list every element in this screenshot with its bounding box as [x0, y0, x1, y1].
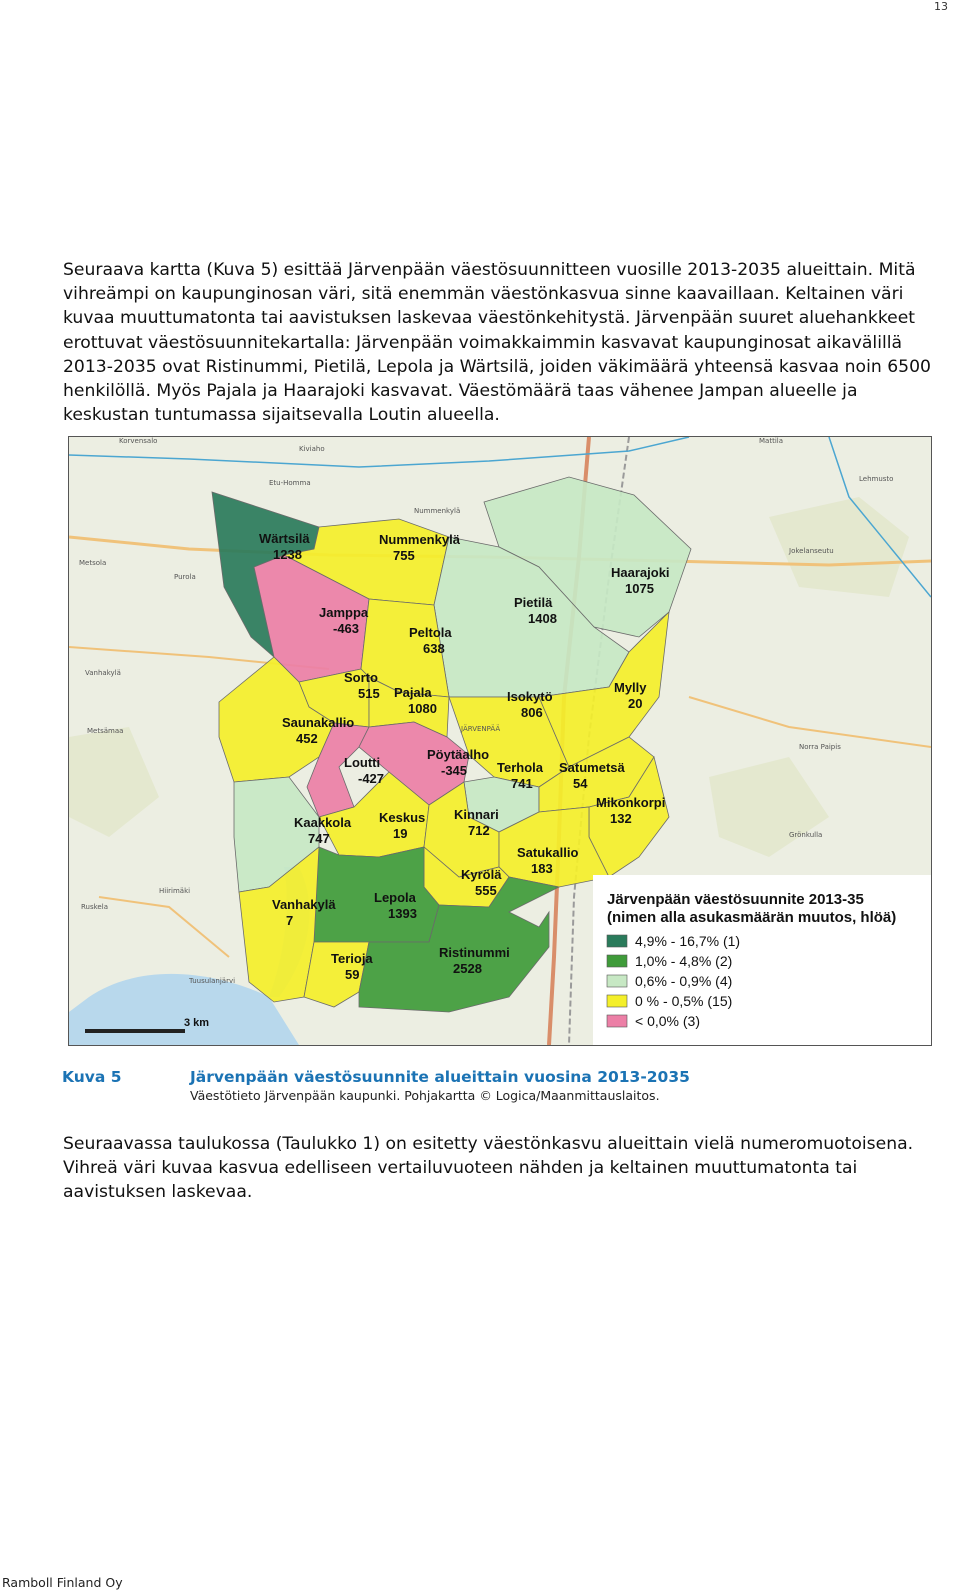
district-name-satukallio: Satukallio — [517, 845, 579, 860]
district-value-ristinummi: 2528 — [453, 961, 482, 976]
district-name-pietila: Pietilä — [514, 595, 553, 610]
district-name-kinnari: Kinnari — [454, 807, 499, 822]
legend-label: 4,9% - 16,7% (1) — [635, 933, 741, 949]
district-value-loutti: -427 — [358, 771, 385, 786]
district-name-haarajoki: Haarajoki — [611, 565, 670, 580]
legend-title-line2: (nimen alla asukasmäärän muutos, hlöä) — [607, 909, 897, 926]
place-name-label: Grönkulla — [789, 831, 823, 839]
place-name-label: Tuusulanjärvi — [189, 977, 236, 985]
place-name-label: Jokelanseutu — [789, 547, 834, 555]
district-name-wartsila: Wärtsilä — [259, 531, 310, 546]
district-value-saunakallio: 452 — [296, 731, 318, 746]
district-value-vanhakyla: 7 — [286, 913, 294, 928]
caption-number: Kuva 5 — [62, 1068, 122, 1086]
place-name-label: Mattila — [759, 437, 783, 445]
legend-swatch — [607, 1015, 627, 1027]
district-value-isokyto: 806 — [521, 705, 543, 720]
district-name-poytaalho: Pöytäalho — [427, 747, 490, 762]
footer-company: Ramboll Finland Oy — [2, 1575, 123, 1590]
district-value-lepola: 1393 — [388, 906, 417, 921]
district-name-terhola: Terhola — [497, 760, 543, 775]
place-name-label: Nummenkylä — [414, 507, 461, 515]
map-canvas — [69, 437, 931, 1045]
district-name-satumetsa: Satumetsä — [559, 760, 625, 775]
district-value-mylly: 20 — [628, 696, 643, 711]
caption-title: Järvenpään väestösuunnite alueittain vuosina 2013-2035 — [190, 1068, 690, 1086]
district-name-vanhakyla: Vanhakylä — [272, 897, 336, 912]
caption-source: Väestötieto Järvenpään kaupunki. Pohjakartta © Logica/Maanmittauslaitos. — [190, 1088, 660, 1103]
district-value-satukallio: 183 — [531, 861, 553, 876]
district-value-pajala: 1080 — [408, 701, 437, 716]
district-name-keskus: Keskus — [379, 810, 426, 825]
outro-paragraph: Seuraavassa taulukossa (Taulukko 1) on esitetty väestönkasvu alueittain vielä numeromuotoisena. Vihreä väri kuvaa kasvua edelliseen vertailuvuoteen nähden ja keltainen muuttumatonta tai aavistuksen laskevaa. — [63, 1134, 914, 1203]
district-name-pajala: Pajala — [394, 685, 432, 700]
district-name-sorto: Sorto — [344, 670, 378, 685]
district-name-jamppa: Jamppa — [319, 605, 369, 620]
district-value-haarajoki: 1075 — [625, 581, 654, 596]
district-value-terioja: 59 — [345, 967, 360, 982]
place-name-label: Vanhakylä — [85, 669, 121, 677]
district-name-peltola: Peltola — [409, 625, 452, 640]
district-value-wartsila: 1238 — [273, 547, 302, 562]
district-value-satumetsa: 54 — [573, 776, 588, 791]
district-value-kinnari: 712 — [468, 823, 490, 838]
legend-title-line1: Järvenpään väestösuunnite 2013-35 — [607, 891, 864, 908]
place-name-label: Purola — [174, 573, 196, 581]
district-name-saunakallio: Saunakallio — [282, 715, 355, 730]
district-name-loutti: Loutti — [344, 755, 381, 770]
population-map — [68, 436, 932, 1046]
district-value-poytaalho: -345 — [441, 763, 468, 778]
district-value-nummenkyla: 755 — [393, 548, 415, 563]
legend-swatch — [607, 995, 627, 1007]
place-name-label: Metsola — [79, 559, 107, 567]
district-name-nummenkyla: Nummenkylä — [379, 532, 460, 547]
place-name-label: Kiviaho — [299, 445, 325, 453]
district-name-isokyto: Isokytö — [507, 689, 553, 704]
legend-swatch — [607, 935, 627, 947]
place-name-label: Ruskela — [81, 903, 108, 911]
district-value-pietila: 1408 — [528, 611, 557, 626]
place-name-label: Hiirimäki — [159, 887, 191, 895]
legend-swatch — [607, 975, 627, 987]
legend-label: 0 % - 0,5% (15) — [635, 993, 733, 1009]
place-name-label: Lehmusto — [859, 475, 894, 483]
district-name-kyrola: Kyrölä — [461, 867, 502, 882]
district-value-terhola: 741 — [511, 776, 533, 791]
legend-label: 1,0% - 4,8% (2) — [635, 953, 733, 969]
place-name-label: Metsämaa — [87, 727, 124, 735]
district-name-ristinummi: Ristinummi — [439, 945, 510, 960]
place-name-label: Etu-Homma — [269, 479, 311, 487]
district-value-peltola: 638 — [423, 641, 445, 656]
legend-swatch — [607, 955, 627, 967]
map-legend — [593, 875, 931, 1045]
district-value-jamppa: -463 — [333, 621, 360, 636]
page-number: 13 — [934, 0, 948, 13]
place-name-label: JÄRVENPÄÄ — [461, 725, 501, 733]
district-value-sorto: 515 — [358, 686, 380, 701]
place-name-label: Norra Paipis — [799, 743, 841, 751]
district-value-kyrola: 555 — [475, 883, 497, 898]
district-value-keskus: 19 — [393, 826, 408, 841]
district-name-lepola: Lepola — [374, 890, 416, 905]
district-value-kaakkola: 747 — [308, 831, 330, 846]
district-name-mylly: Mylly — [614, 680, 647, 695]
district-value-mikonkorpi: 132 — [610, 811, 632, 826]
district-name-mikonkorpi: Mikonkorpi — [596, 795, 666, 810]
legend-label: < 0,0% (3) — [635, 1013, 700, 1029]
legend-label: 0,6% - 0,9% (4) — [635, 973, 733, 989]
intro-paragraph: Seuraava kartta (Kuva 5) esittää Järvenpään väestösuunnitteen vuosille 2013-2035 alueittain. Mitä vihreämpi on kaupunginosan väri, sitä enemmän väestönkasvua sinne kaavaillaan. Keltainen väri kuvaa muuttumatonta tai aavistuksen laskevaa väestönkehitystä. Järvenpään suuret aluehankkeet erottuvat väestösuunnitekartalla: Järvenpään voimakkaimmin kasvavat kaupunginosat aikavälillä 2013-2035 ovat Ristinummi, Pietilä, Lepola ja Wärtsilä, joiden väkimäärä yhteensä kasvaa noin 6500 henkilöllä. Myös Pajala ja Haarajoki kasvavat. Väestömäärä taas vähenee Jampan alueelle ja keskustan tuntumassa sijaitsevalla Loutin alueella. — [63, 260, 931, 426]
scale-label: 3 km — [184, 1017, 210, 1029]
place-name-label: Korvensalo — [119, 437, 158, 445]
district-name-terioja: Terioja — [331, 951, 373, 966]
district-name-kaakkola: Kaakkola — [294, 815, 352, 830]
